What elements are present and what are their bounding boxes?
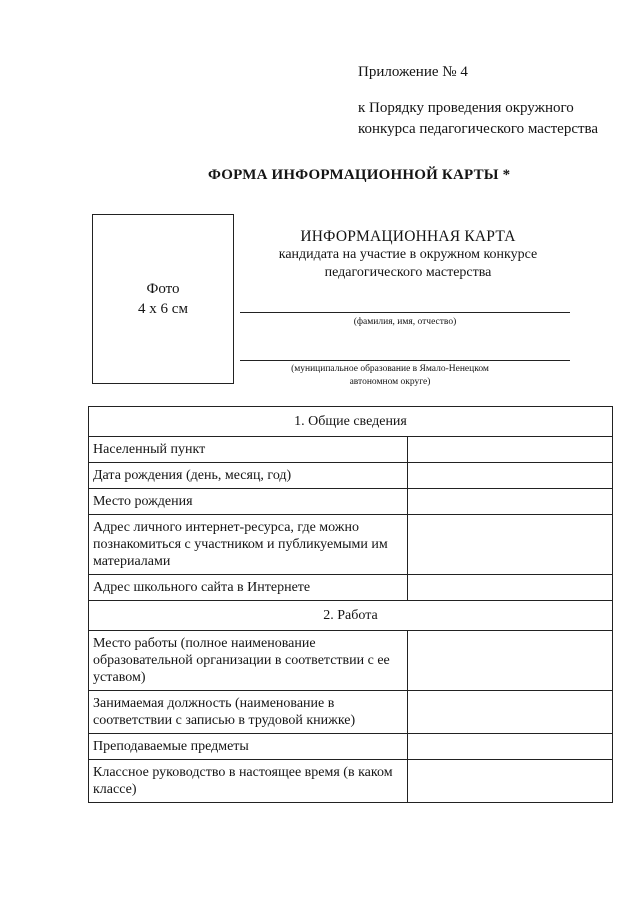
appendix-label: Приложение № 4 [358,64,468,80]
order-line-2: конкурса педагогического мастерства [358,121,599,137]
name-signature-line[interactable] [240,312,570,313]
photo-label: Фото [146,281,180,297]
field-label: Преподаваемые предметы [89,734,408,760]
municipality-hint [270,363,510,389]
field-label: Занимаемая должность (наименование в соответствии с записью в трудовой книжке) [89,691,408,734]
photo-placeholder [92,214,234,384]
form-title: ФОРМА ИНФОРМАЦИОННОЙ КАРТЫ * [208,167,511,183]
table-row [89,463,613,489]
table-row [89,631,613,691]
field-value-cell[interactable] [407,437,612,463]
field-label: Дата рождения (день, месяц, год) [89,463,408,489]
info-table [88,406,613,803]
table-row [89,575,613,601]
field-value-cell[interactable] [407,760,612,803]
section-header-row [89,407,613,437]
table-row [89,489,613,515]
field-label: Населенный пункт [89,437,408,463]
photo-size: 4 х 6 см [138,301,188,317]
section-title: 2. Работа [89,601,613,631]
field-value-cell[interactable] [407,489,612,515]
municipality-hint-line-2: автономном округе) [349,377,431,387]
section-title: 1. Общие сведения [89,407,613,437]
field-label: Место работы (полное наименование образовательной организации в соответствии с ее уставом) [89,631,408,691]
order-reference [358,98,598,140]
field-value-cell[interactable] [407,515,612,575]
order-line-1: к Порядку проведения окружного [358,100,574,116]
table-row [89,437,613,463]
section-header-row [89,601,613,631]
municipality-signature-line[interactable] [240,360,570,361]
field-label: Место рождения [89,489,408,515]
field-label: Адрес школьного сайта в Интернете [89,575,408,601]
field-value-cell[interactable] [407,631,612,691]
card-subtitle-1: кандидата на участие в окружном конкурсе [278,247,538,262]
table-row [89,760,613,803]
card-subtitle-2: педагогического мастерства [324,265,492,280]
field-value-cell[interactable] [407,691,612,734]
field-label: Классное руководство в настоящее время (в каком классе) [89,760,408,803]
municipality-hint-line-1: (муниципальное образование в Ямало-Ненецком [291,364,489,374]
table-row [89,515,613,575]
card-title: ИНФОРМАЦИОННАЯ КАРТА [300,228,516,245]
table-row [89,734,613,760]
field-value-cell[interactable] [407,463,612,489]
name-hint: (фамилия, имя, отчество) [353,317,457,327]
field-value-cell[interactable] [407,734,612,760]
card-header [258,228,558,282]
table-row [89,691,613,734]
field-value-cell[interactable] [407,575,612,601]
field-label: Адрес личного интернет-ресурса, где можно познакомиться с участником и публикуемыми им материалами [89,515,408,575]
